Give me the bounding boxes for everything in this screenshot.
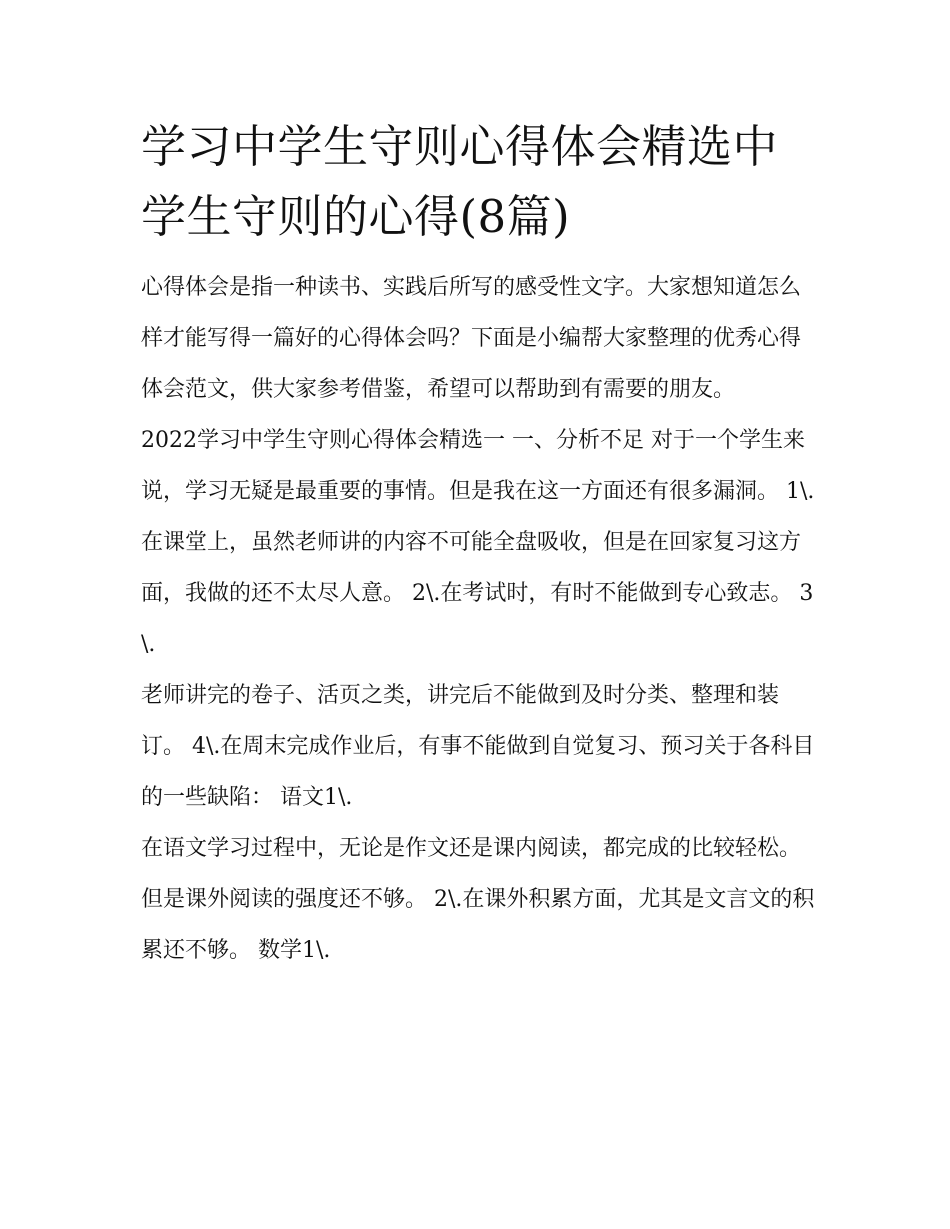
paragraph-chinese: 在语文学习过程中，无论是作文还是课内阅读，都完成的比较轻松。但是课外阅读的强度还不够。 2\.在课外积累方面，尤其是文言文的积累还不够。 数学1\. [141,836,815,963]
paragraph-intro: 心得体会是指一种读书、实践后所写的感受性文字。大家想知道怎么样才能写得一篇好的心得体会吗？下面是小编帮大家整理的优秀心得体会范文，供大家参考借鉴，希望可以帮助到有需要的朋友。 [141,275,802,402]
paragraph-classroom: 在课堂上，虽然老师讲的内容不可能全盘吸收，但是在回家复习这方面，我做的还不太尽人意。 2\.在考试时，有时不能做到专心致志。 3\. [141,530,814,657]
document-title: 学习中学生守则心得体会精选中学生守则的心得(8篇) [141,120,779,243]
paragraph-papers: 老师讲完的卷子、活页之类，讲完后不能做到及时分类、整理和装订。 4\.在周末完成作业后，有事不能做到自觉复习、预习关于各科目的一些缺陷： 语文1\. [141,683,815,810]
paragraph-analysis: 2022学习中学生守则心得体会精选一 一、分析不足 对于一个学生来说，学习无疑是最重要的事情。但是我在这一方面还有很多漏洞。 1\. [141,428,815,504]
document-page [141,112,816,976]
